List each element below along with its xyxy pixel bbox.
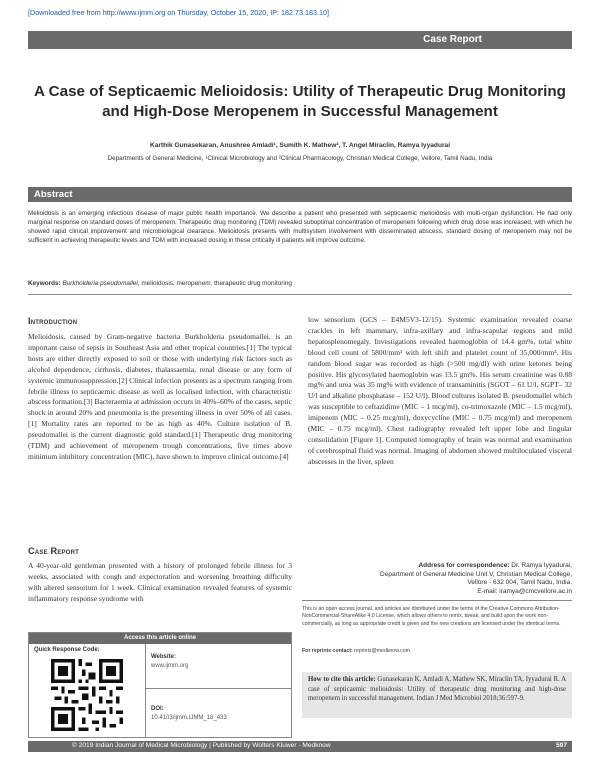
reprints-label: For reprints contact: <box>302 648 353 654</box>
introduction-paragraph: Melioidosis, caused by Gram-negative bacteria Burkholderia pseudomallei, is an important cause of sepsis in Southeast Asia and other tropical countries.[1] The typical hosts are either directly exposed to soil or those with underlying risk factors such as alcohol dependence, cirrhosis, diabetes, thalassaemia, renal disease or any form of systemic immunosuppression.[2] Clinical infection presents as a spectrum ranging from febrile illness to septicaemic disease as well as localised infection, with characteristic abscess formation.[3] Bacteraemia at admission occurs in 40%–60% of the cases, septic shock in around 20% and pneumonia is the presenting illness in over 50% of all cases.[1] Mortality rates are reported to be as high as 40%. Culture isolation of B. pseudomallei is the current diagnostic gold standard.[1] Therapeutic drug monitoring (TDM) and achievement of meropenem trough concentrations, five times above minimum inhibitory concentration (MIC), have shown to improve clinical outcome.[4] <box>28 332 292 461</box>
divider <box>28 294 572 295</box>
qr-code-icon[interactable] <box>51 659 123 731</box>
case-report-paragraph-1: A 40-year-old gentleman presented with a history of prolonged febrile illness for 3 weeks, associated with cough and expectoration and worsening breathing difficulty with altered sensorium for 1 week. Clinical examination revealed features of systemic inflammatory response syndrome with <box>28 561 292 603</box>
case-report-body <box>28 561 292 605</box>
introduction-body <box>28 332 292 463</box>
keywords <box>28 280 572 287</box>
divider-right <box>302 600 572 601</box>
doi-link[interactable]: 10.4103/ijmm.IJMM_18_433 <box>151 715 227 721</box>
keywords-rest: melioidosis, meropenem, therapeutic drug monitoring <box>139 280 292 287</box>
reprints-email[interactable]: reprints@medknow.com <box>352 648 410 654</box>
keywords-label: Keywords: <box>28 280 61 287</box>
citation-box <box>302 672 572 718</box>
abstract-heading: Abstract <box>34 189 73 200</box>
correspondence-block <box>302 562 572 596</box>
section-label: Case Report <box>423 34 482 45</box>
correspondence-label: Address for correspondence: <box>418 562 510 569</box>
footer-text: © 2019 Indian Journal of Medical Microbiology | Published by Wolters Kluwer - Medknow <box>72 742 331 749</box>
website-link[interactable]: www.ijmm.org <box>151 663 189 669</box>
page-number: 597 <box>555 742 567 749</box>
correspondence-department: Department of General Medicine Unit V, Christian Medical College, <box>380 570 572 578</box>
abstract-heading-bar <box>28 187 572 202</box>
qr-label: Quick Response Code: <box>34 647 100 653</box>
keywords-italic: Burkholderia pseudomallei, <box>62 280 140 287</box>
article-title: A Case of Septicaemic Melioidosis: Utility of Therapeutic Drug Monitoring and High-Dose Meropenem in Successful Management <box>34 83 566 120</box>
box-divider-vertical <box>145 644 146 737</box>
right-column-body <box>308 315 572 468</box>
authors: Karthik Gunasekaran, Anushree Amladi¹, Sumith K. Mathew², T. Angel Miraclin, Ramya Iyyadurai <box>149 142 451 149</box>
open-access-notice: This is an open access journal, and articles are distributed under the terms of the Creative Commons Attribution-NonCommercial-ShareAlike 4.0 License, which allows others to remix, tweak, and build upon the work non-commercially, as long as appropriate credit is given and the new creations are licensed under the identical terms. <box>302 606 561 627</box>
affiliations: Departments of General Medicine, ¹Clinical Microbiology and ²Clinical Pharmacology, Christian Medical College, Vellore, Tamil Nadu, India <box>107 155 493 162</box>
case-report-heading: Case Report <box>28 546 80 556</box>
correspondence-name: Dr. Ramya Iyyadurai, <box>509 562 572 569</box>
abstract-text: Melioidosis is an emerging infectious disease of major public health importance. We describe a patient who presented with septicaemic melioidosis with multi-organ dysfunction. He had only marginal response on standard doses of meropenem. Therapeutic drug monitoring (TDM) revealed suboptimal concentration of meropenem following which drug dose was increased, with which he showed rapid clinical improvement and microbiological clearance. Melioidosis presents with multisystem involvement with disseminated abscess, standard dosing of meropenem may not be sufficient in achieving therapeutic levels and TDM with increased dosing in these critically ill patients will improve outcome. <box>28 210 572 245</box>
section-label-bar <box>28 31 572 49</box>
access-article-box <box>28 632 292 738</box>
case-report-paragraph-2: low sensorium (GCS – E4M5V3-12/15). Systemic examination revealed coarse crackles in left mammary, infra-axillary and infra-scapular regions and mild hepatosplenomegaly. Investigations revealed haemoglobin of 14.4 gm%, total white blood cell count of 5800/mm³ with left shift and platelet count of 35,000/mm³. His random blood sugar was recorded as high (>500 mg/dl) with urine ketones being positive. His glycosylated haemoglobin was 13.5 gm%. His serum creatinine was 0.88 mg% and urea was 35 mg% with evidence of transaminitis (SGOT – 61 U/l, SGPT– 32 U/l and alkaline phosphatase – 152 U/l). Blood cultures isolated B. pseudomallei which was susceptible to ceftazidime (MIC – 1 mcg/ml), co-trimoxazole (MIC – 1.5 mcg/ml), imipenem (MIC – 0.25 mcg/ml), doxycycline (MIC – 0.75 mcg/ml) and meropenem (MIC – 0.75 mcg/ml). Chest radiography revealed left upper lobe and lingular consolidation [Figure 1]. Computed tomography of brain was normal and examination of cerebrospinal fluid was normal. Imaging of abdomen showed multiloculated visceral abscesses in the liver, spleen <box>308 315 572 466</box>
doi-label: DOI: <box>151 706 164 712</box>
correspondence-address: Vellore - 632 004, Tamil Nadu, India. <box>467 579 572 587</box>
introduction-heading: Introduction <box>28 316 78 326</box>
correspondence-email[interactable]: E-mail: iramya@cmcvellore.ac.in <box>477 587 572 595</box>
download-banner: [Downloaded free from http://www.ijmm.org on Thursday, October 15, 2020, IP: 182.73.183.10] <box>28 8 329 17</box>
citation-text: Gunasekaran K, Amladi A, Mathew SK, Miraclin TA, Iyyadurai R. A case of septicaemic melioidosis: Utility of therapeutic drug monitoring and high-dose meropenem in successful management. Indian J Med Microbiol 2018;36:597-9. <box>308 676 566 702</box>
reprints-line <box>302 648 572 654</box>
box-divider-horizontal <box>145 688 291 689</box>
citation-label: How to cite this article: <box>308 676 376 683</box>
access-header: Access this article online <box>29 633 291 644</box>
website-label: Website: <box>151 654 176 660</box>
